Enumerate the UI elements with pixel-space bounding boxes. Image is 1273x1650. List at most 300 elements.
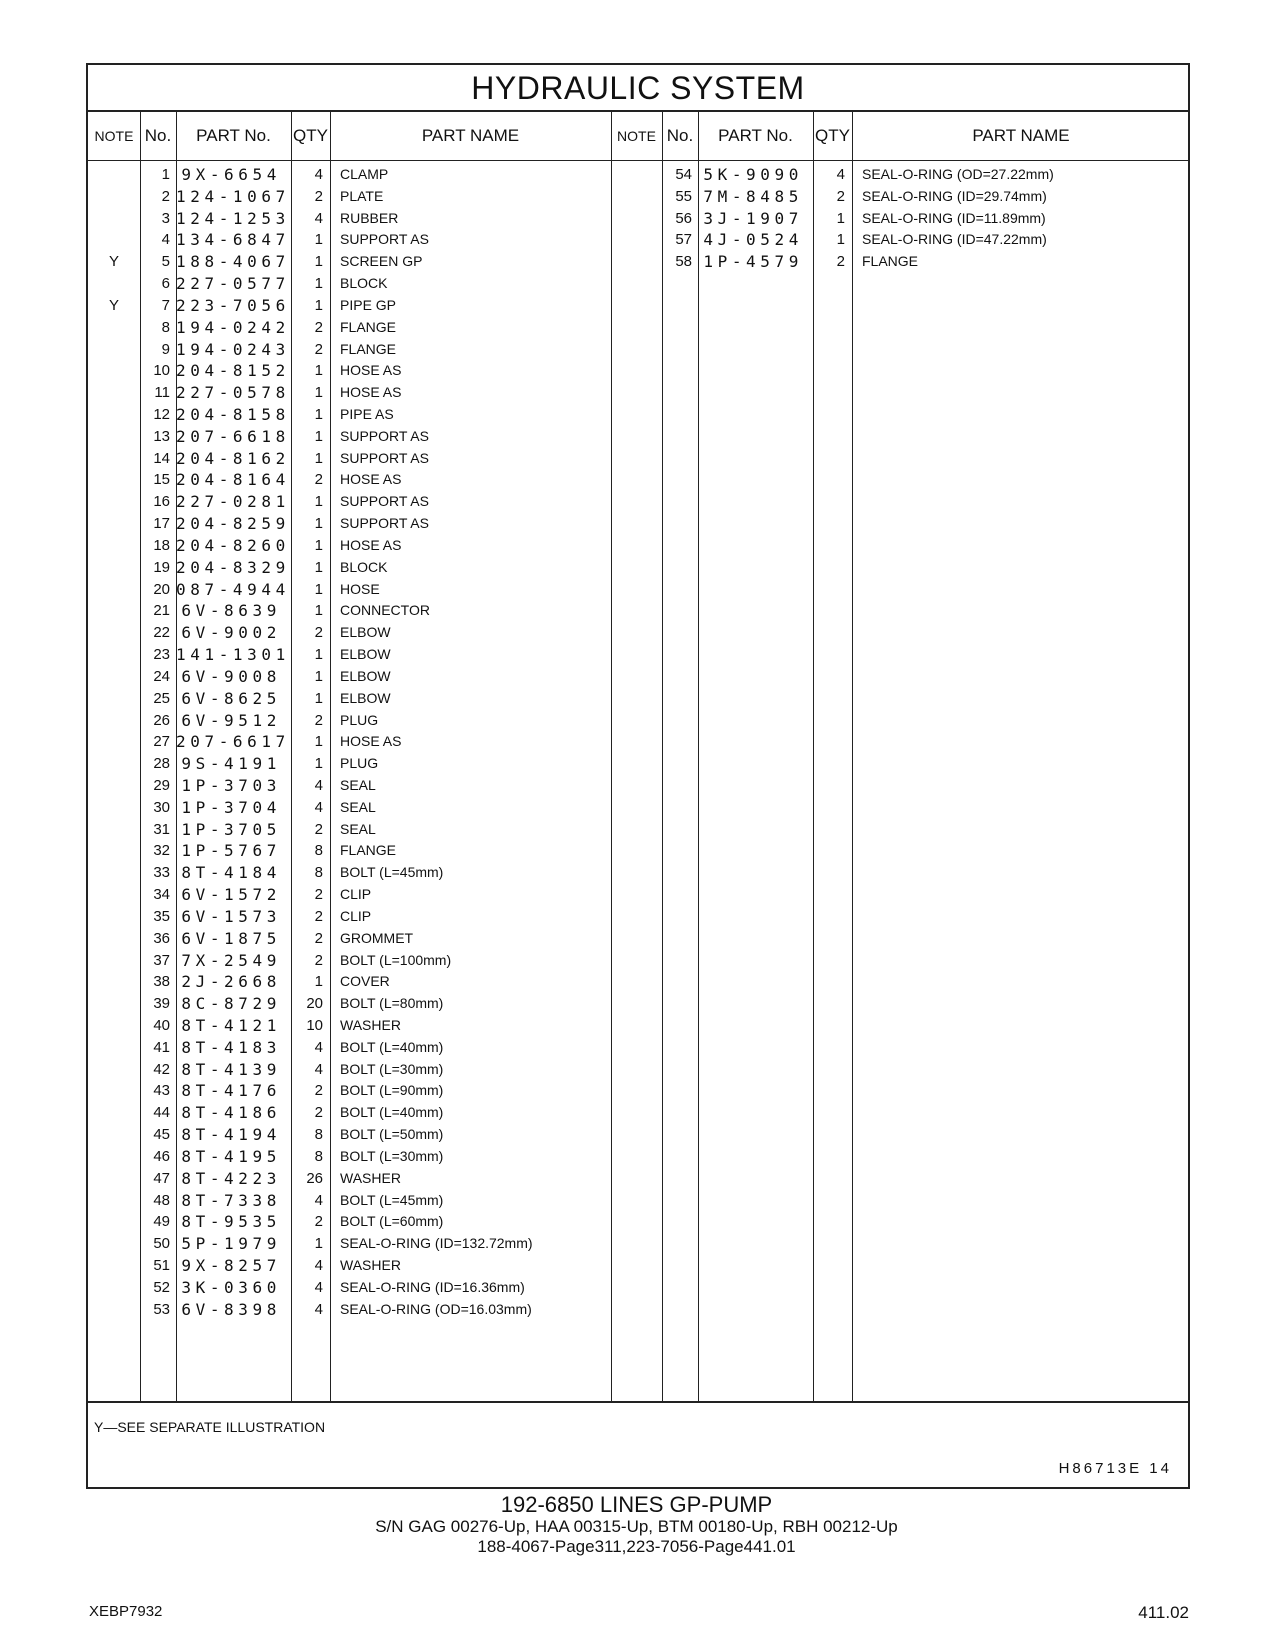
cell-no: 2 [161, 187, 170, 205]
cell-no: 3 [161, 209, 170, 227]
cell-no: 55 [675, 187, 692, 205]
cell-note [88, 905, 140, 928]
column-divider [611, 112, 612, 1402]
cell-note [88, 1058, 140, 1081]
cell-no: 11 [154, 384, 170, 402]
cell-name: SEAL-O-RING (ID=16.36mm) [340, 1278, 525, 1295]
cell-no: 27 [153, 733, 170, 751]
cell-note [88, 774, 140, 797]
cell-part: 6V-8398 [181, 1299, 281, 1319]
cell-no: 47 [153, 1169, 170, 1187]
cell-name: ELBOW [340, 646, 391, 663]
cell-qty: 2 [314, 1082, 323, 1100]
cell-note [88, 425, 140, 448]
cell-part: 6V-8639 [181, 601, 281, 621]
cell-qty: 4 [314, 1191, 323, 1209]
cell-part: 5K-9090 [703, 165, 803, 184]
cell-part: 1P-3704 [181, 797, 281, 817]
cell-no: 29 [153, 776, 170, 794]
cell-no: 12 [153, 406, 170, 424]
cell-part: 8T-7338 [181, 1190, 281, 1210]
cell-part: 2J-2668 [181, 972, 281, 992]
cell-part: 194-0243 [176, 339, 290, 359]
cell-part: 204-8329 [176, 557, 290, 577]
cell-no: 57 [675, 231, 692, 249]
cell-note [88, 927, 140, 950]
cell-part: 227-0578 [176, 383, 290, 403]
cell-name: CONNECTOR [340, 602, 430, 619]
cell-part: 188-4067 [176, 252, 290, 272]
cell-no: 33 [153, 864, 170, 882]
cell-note [88, 490, 140, 513]
cell-no: 32 [153, 842, 170, 860]
cell-name: HOSE [340, 580, 380, 597]
cell-name: SCREEN GP [340, 253, 423, 270]
cell-part: 194-0242 [176, 317, 290, 337]
cell-qty: 2 [314, 907, 323, 925]
cell-part: 9S-4191 [181, 754, 281, 774]
cell-note [88, 621, 140, 644]
cell-name: SEAL-O-RING (ID=47.22mm) [862, 231, 1047, 248]
cell-no: 30 [153, 798, 170, 816]
cell-qty: 8 [314, 1147, 323, 1165]
cell-note [88, 1232, 140, 1255]
cell-qty: 1 [314, 1235, 323, 1253]
cell-name: PLATE [340, 187, 384, 204]
cell-note [88, 1167, 140, 1190]
cell-no: 43 [153, 1082, 170, 1100]
cell-note [88, 687, 140, 710]
cell-name: PIPE GP [340, 296, 397, 313]
cell-qty: 1 [314, 449, 323, 467]
cell-name: HOSE AS [340, 733, 402, 750]
cell-note [88, 883, 140, 906]
cell-note [88, 752, 140, 775]
cell-part: 1P-3703 [181, 775, 281, 795]
header-qty: QTY [293, 126, 328, 145]
caption-references: 188-4067-Page311,223-7056-Page441.01 [477, 1537, 796, 1556]
cell-qty: 4 [314, 166, 323, 183]
cell-note [88, 796, 140, 819]
cell-name: SUPPORT AS [340, 449, 429, 466]
cell-no: 5 [161, 253, 170, 271]
cell-name: WASHER [340, 1016, 401, 1033]
cell-no: 7 [161, 296, 170, 314]
cell-no: 16 [153, 493, 170, 511]
cell-qty: 1 [314, 493, 323, 511]
cell-no: 34 [153, 886, 170, 904]
cell-qty: 1 [836, 209, 845, 227]
column-divider [852, 112, 853, 1402]
cell-name: SEAL-O-RING (ID=11.89mm) [862, 209, 1046, 226]
cell-name: BOLT (L=100mm) [340, 951, 452, 968]
cell-part: 6V-9008 [181, 666, 281, 686]
cell-part: 5P-1979 [181, 1234, 281, 1254]
header-part-no: PART No. [196, 126, 271, 145]
page-number: 411.02 [1138, 1603, 1189, 1622]
cell-qty: 2 [314, 187, 323, 205]
cell-part: 7M-8485 [703, 186, 803, 206]
cell-qty: 1 [314, 689, 323, 707]
cell-qty: 4 [314, 798, 323, 816]
cell-note [88, 1036, 140, 1059]
cell-name: WASHER [340, 1169, 401, 1186]
cell-part: 124-1253 [176, 208, 290, 228]
cell-no: 6 [161, 275, 170, 293]
cell-qty: 2 [314, 886, 323, 904]
cell-name: GROMMET [340, 929, 414, 946]
cell-qty: 10 [306, 1016, 323, 1034]
cell-no: 4 [161, 231, 170, 249]
cell-qty: 1 [314, 406, 323, 424]
cell-no: 19 [153, 558, 170, 576]
header-note: NOTE [94, 128, 134, 144]
cell-qty: 1 [314, 733, 323, 751]
cell-name: SUPPORT AS [340, 231, 429, 248]
cell-part: 1P-4579 [703, 252, 803, 272]
cell-name: SEAL-O-RING (ID=132.72mm) [340, 1235, 533, 1252]
cell-no: 10 [153, 362, 170, 380]
cell-name: BOLT (L=40mm) [340, 1038, 444, 1055]
cell-no: 24 [153, 667, 170, 685]
cell-note [88, 861, 140, 884]
cell-name: HOSE AS [340, 384, 402, 401]
cell-no: 21 [153, 602, 170, 620]
cell-qty: 4 [314, 1278, 323, 1296]
cell-name: CLIP [340, 886, 372, 903]
cell-no: 15 [153, 471, 170, 489]
cell-part: 8T-4194 [181, 1125, 281, 1145]
cell-no: 48 [153, 1191, 170, 1209]
cell-qty: 1 [314, 602, 323, 620]
cell-name: ELBOW [340, 689, 391, 706]
cell-name: ELBOW [340, 667, 391, 684]
cell-note [88, 1101, 140, 1124]
cell-note [88, 1145, 140, 1168]
cell-part: 223-7056 [176, 295, 290, 315]
cell-part: 7X-2549 [181, 950, 281, 970]
cell-qty: 1 [314, 580, 323, 598]
cell-note [88, 1210, 140, 1233]
cell-no: 35 [153, 907, 170, 925]
cell-note: Y [108, 296, 119, 314]
cell-qty: 1 [314, 755, 323, 773]
cell-no: 20 [153, 580, 170, 598]
document-id: XEBP7932 [89, 1603, 163, 1620]
cell-part: 134-6847 [176, 230, 290, 250]
cell-qty: 1 [314, 362, 323, 380]
cell-part: 4J-0524 [703, 230, 803, 250]
cell-note [88, 970, 140, 993]
cell-no: 49 [153, 1213, 170, 1231]
cell-note [88, 359, 140, 382]
cell-no: 37 [153, 951, 170, 969]
cell-part: 204-8259 [176, 514, 290, 534]
cell-part: 8T-4139 [181, 1059, 281, 1079]
cell-part: 204-8152 [176, 361, 290, 381]
cell-qty: 1 [314, 558, 323, 576]
cell-name: CLIP [340, 907, 372, 924]
header-no: No. [144, 126, 172, 145]
cell-name: SUPPORT AS [340, 427, 429, 444]
cell-part: 8T-4186 [181, 1103, 281, 1123]
cell-qty: 4 [314, 1038, 323, 1056]
cell-note: Y [108, 253, 119, 271]
cell-name: BOLT (L=30mm) [340, 1060, 444, 1077]
cell-name: HOSE AS [340, 536, 402, 553]
cell-part: 204-8260 [176, 535, 290, 555]
cell-note [88, 556, 140, 579]
cell-no: 17 [153, 515, 170, 533]
cell-part: 3J-1907 [703, 208, 803, 228]
cell-part: 1P-5767 [181, 841, 281, 861]
parts-table-frame [86, 63, 1190, 1489]
cell-qty: 2 [314, 471, 323, 489]
cell-name: BOLT (L=60mm) [340, 1213, 444, 1230]
cell-part: 1P-3705 [181, 819, 281, 839]
column-divider [813, 112, 814, 1402]
cell-note [88, 818, 140, 841]
cell-no: 50 [153, 1235, 170, 1253]
cell-name: SEAL [340, 798, 376, 815]
cell-no: 23 [153, 646, 170, 664]
cell-name: SEAL [340, 776, 376, 793]
cell-no: 41 [153, 1038, 170, 1056]
column-divider [698, 112, 699, 1402]
cell-no: 46 [153, 1147, 170, 1165]
cell-no: 53 [153, 1300, 170, 1318]
cell-qty: 26 [306, 1169, 323, 1187]
cell-note [88, 1298, 140, 1321]
cell-qty: 1 [314, 667, 323, 685]
cell-qty: 1 [836, 231, 845, 249]
cell-note [88, 316, 140, 339]
cell-name: SUPPORT AS [340, 493, 429, 510]
cell-part: 6V-9002 [181, 623, 281, 643]
header-note-right: NOTE [617, 128, 656, 144]
cell-note [88, 1189, 140, 1212]
cell-name: PLUG [340, 755, 379, 772]
cell-note [88, 403, 140, 426]
cell-no: 8 [161, 318, 170, 336]
cell-no: 26 [153, 711, 170, 729]
cell-note [611, 207, 662, 230]
cell-no: 39 [153, 995, 170, 1013]
cell-no: 25 [153, 689, 170, 707]
cell-name: SEAL [340, 820, 376, 837]
caption-title: 192-6850 LINES GP-PUMP [500, 1492, 773, 1517]
cell-part: 9X-6654 [181, 165, 281, 184]
cell-part: 6V-8625 [181, 688, 281, 708]
cell-note [88, 578, 140, 601]
cell-no: 58 [675, 253, 692, 271]
header-qty-right: QTY [815, 126, 850, 145]
header-no-right: No. [666, 126, 694, 145]
cell-note [611, 228, 662, 251]
cell-qty: 4 [314, 1257, 323, 1274]
cell-name: WASHER [340, 1257, 401, 1273]
cell-name: FLANGE [862, 253, 919, 270]
cell-note [88, 185, 140, 208]
column-divider [330, 112, 331, 1402]
cell-qty: 1 [314, 253, 323, 271]
cell-no: 22 [153, 624, 170, 642]
cell-qty: 1 [314, 515, 323, 533]
cell-note [88, 839, 140, 862]
cell-qty: 1 [314, 296, 323, 314]
cell-name: ELBOW [340, 624, 391, 641]
cell-note [88, 1254, 140, 1277]
cell-part: 207-6618 [176, 426, 290, 446]
cell-name: BLOCK [340, 558, 388, 575]
cell-name: BOLT (L=50mm) [340, 1126, 444, 1143]
cell-part: 6V-1573 [181, 906, 281, 926]
cell-part: 204-8158 [176, 405, 290, 425]
cell-part: 8T-9535 [181, 1212, 281, 1232]
cell-part: 8T-4223 [181, 1168, 281, 1188]
cell-part: 8T-4183 [181, 1037, 281, 1057]
illustration-code: H86713E 14 [1058, 1460, 1172, 1477]
cell-name: SEAL-O-RING (OD=27.22mm) [862, 166, 1054, 182]
cell-part: 227-0281 [176, 492, 290, 512]
cell-note [611, 185, 662, 208]
cell-part: 8T-4121 [181, 1015, 281, 1035]
cell-part: 9X-8257 [181, 1256, 281, 1275]
cell-note [88, 534, 140, 557]
cell-qty: 4 [314, 1300, 323, 1318]
cell-no: 31 [153, 820, 170, 838]
cell-no: 38 [153, 973, 170, 991]
cell-name: SEAL-O-RING (OD=16.03mm) [340, 1300, 532, 1317]
cell-qty: 2 [314, 318, 323, 336]
cell-no: 52 [153, 1278, 170, 1296]
cell-name: RUBBER [340, 209, 399, 226]
cell-part: 6V-1572 [181, 885, 281, 905]
column-divider [662, 112, 663, 1402]
cell-name: HOSE AS [340, 362, 402, 379]
cell-name: BOLT (L=30mm) [340, 1147, 444, 1164]
cell-note [88, 1123, 140, 1146]
cell-qty: 1 [314, 973, 323, 991]
cell-note [88, 730, 140, 753]
cell-no: 42 [153, 1060, 170, 1078]
cell-note [88, 447, 140, 470]
cell-qty: 2 [314, 711, 323, 729]
cell-note [88, 1079, 140, 1102]
cell-qty: 2 [836, 253, 845, 271]
cell-name: FLANGE [340, 318, 397, 335]
cell-no: 36 [153, 929, 170, 947]
cell-no: 14 [153, 449, 170, 467]
cell-part: 204-8162 [176, 448, 290, 468]
cell-name: COVER [340, 973, 390, 990]
cell-name: SEAL-O-RING (ID=29.74mm) [862, 187, 1047, 204]
cell-name: CLAMP [340, 166, 389, 182]
cell-note [88, 381, 140, 404]
header-part-name: PART NAME [421, 126, 520, 145]
cell-qty: 1 [314, 275, 323, 293]
cell-qty: 4 [314, 1060, 323, 1078]
cell-part: 207-6617 [176, 732, 290, 752]
cell-part: 227-0577 [176, 274, 290, 294]
cell-name: BOLT (L=40mm) [340, 1104, 444, 1121]
cell-no: 54 [675, 166, 692, 183]
cell-qty: 1 [314, 231, 323, 249]
cell-no: 9 [161, 340, 170, 358]
cell-part: 6V-9512 [181, 710, 281, 730]
cell-name: HOSE AS [340, 471, 402, 488]
cell-name: BOLT (L=90mm) [340, 1082, 444, 1099]
cell-name: BOLT (L=45mm) [340, 864, 444, 881]
cell-qty: 2 [314, 624, 323, 642]
cell-note [88, 643, 140, 666]
cell-no: 51 [153, 1257, 170, 1274]
cell-qty: 2 [314, 1213, 323, 1231]
cell-qty: 4 [314, 209, 323, 227]
cell-name: FLANGE [340, 340, 397, 357]
cell-note [88, 1276, 140, 1299]
cell-name: BLOCK [340, 275, 388, 292]
cell-note [88, 949, 140, 972]
table-bottom-divider [88, 1401, 1188, 1403]
header-divider [88, 160, 1188, 161]
cell-qty: 1 [314, 646, 323, 664]
cell-name: PLUG [340, 711, 379, 728]
cell-qty: 1 [314, 427, 323, 445]
cell-note [611, 250, 662, 273]
table-title: HYDRAULIC SYSTEM [88, 65, 1188, 112]
header-part-name-right: PART NAME [972, 126, 1070, 145]
cell-qty: 4 [836, 166, 845, 183]
cell-note [88, 163, 140, 186]
cell-qty: 4 [314, 776, 323, 794]
cell-qty: 20 [306, 995, 323, 1013]
cell-qty: 2 [314, 820, 323, 838]
cell-note [88, 599, 140, 622]
cell-part: 8C-8729 [181, 994, 281, 1014]
cell-no: 44 [153, 1104, 170, 1122]
cell-note [88, 512, 140, 535]
cell-name: BOLT (L=45mm) [340, 1191, 444, 1208]
cell-no: 45 [153, 1126, 170, 1144]
header-part-no-right: PART No. [718, 126, 793, 145]
caption-serials: S/N GAG 00276-Up, HAA 00315-Up, BTM 00180-Up, RBH 00212-Up [375, 1517, 898, 1536]
cell-note [611, 163, 662, 186]
cell-no: 13 [153, 427, 170, 445]
cell-no: 18 [153, 536, 170, 554]
cell-note [88, 338, 140, 361]
cell-qty: 2 [314, 340, 323, 358]
cell-part: 6V-1875 [181, 928, 281, 948]
cell-note [88, 228, 140, 251]
cell-no: 40 [153, 1016, 170, 1034]
cell-note [88, 665, 140, 688]
cell-name: BOLT (L=80mm) [340, 995, 444, 1012]
cell-qty: 1 [314, 536, 323, 554]
cell-note [88, 207, 140, 230]
cell-no: 1 [161, 166, 170, 183]
cell-part: 8T-4176 [181, 1081, 281, 1101]
cell-name: FLANGE [340, 842, 397, 859]
cell-qty: 8 [314, 864, 323, 882]
cell-part: 204-8164 [176, 470, 290, 490]
cell-qty: 1 [314, 384, 323, 402]
cell-qty: 2 [314, 951, 323, 969]
cell-qty: 2 [314, 1104, 323, 1122]
cell-part: 8T-4195 [181, 1146, 281, 1166]
cell-qty: 8 [314, 842, 323, 860]
cell-part: 3K-0360 [181, 1277, 281, 1297]
